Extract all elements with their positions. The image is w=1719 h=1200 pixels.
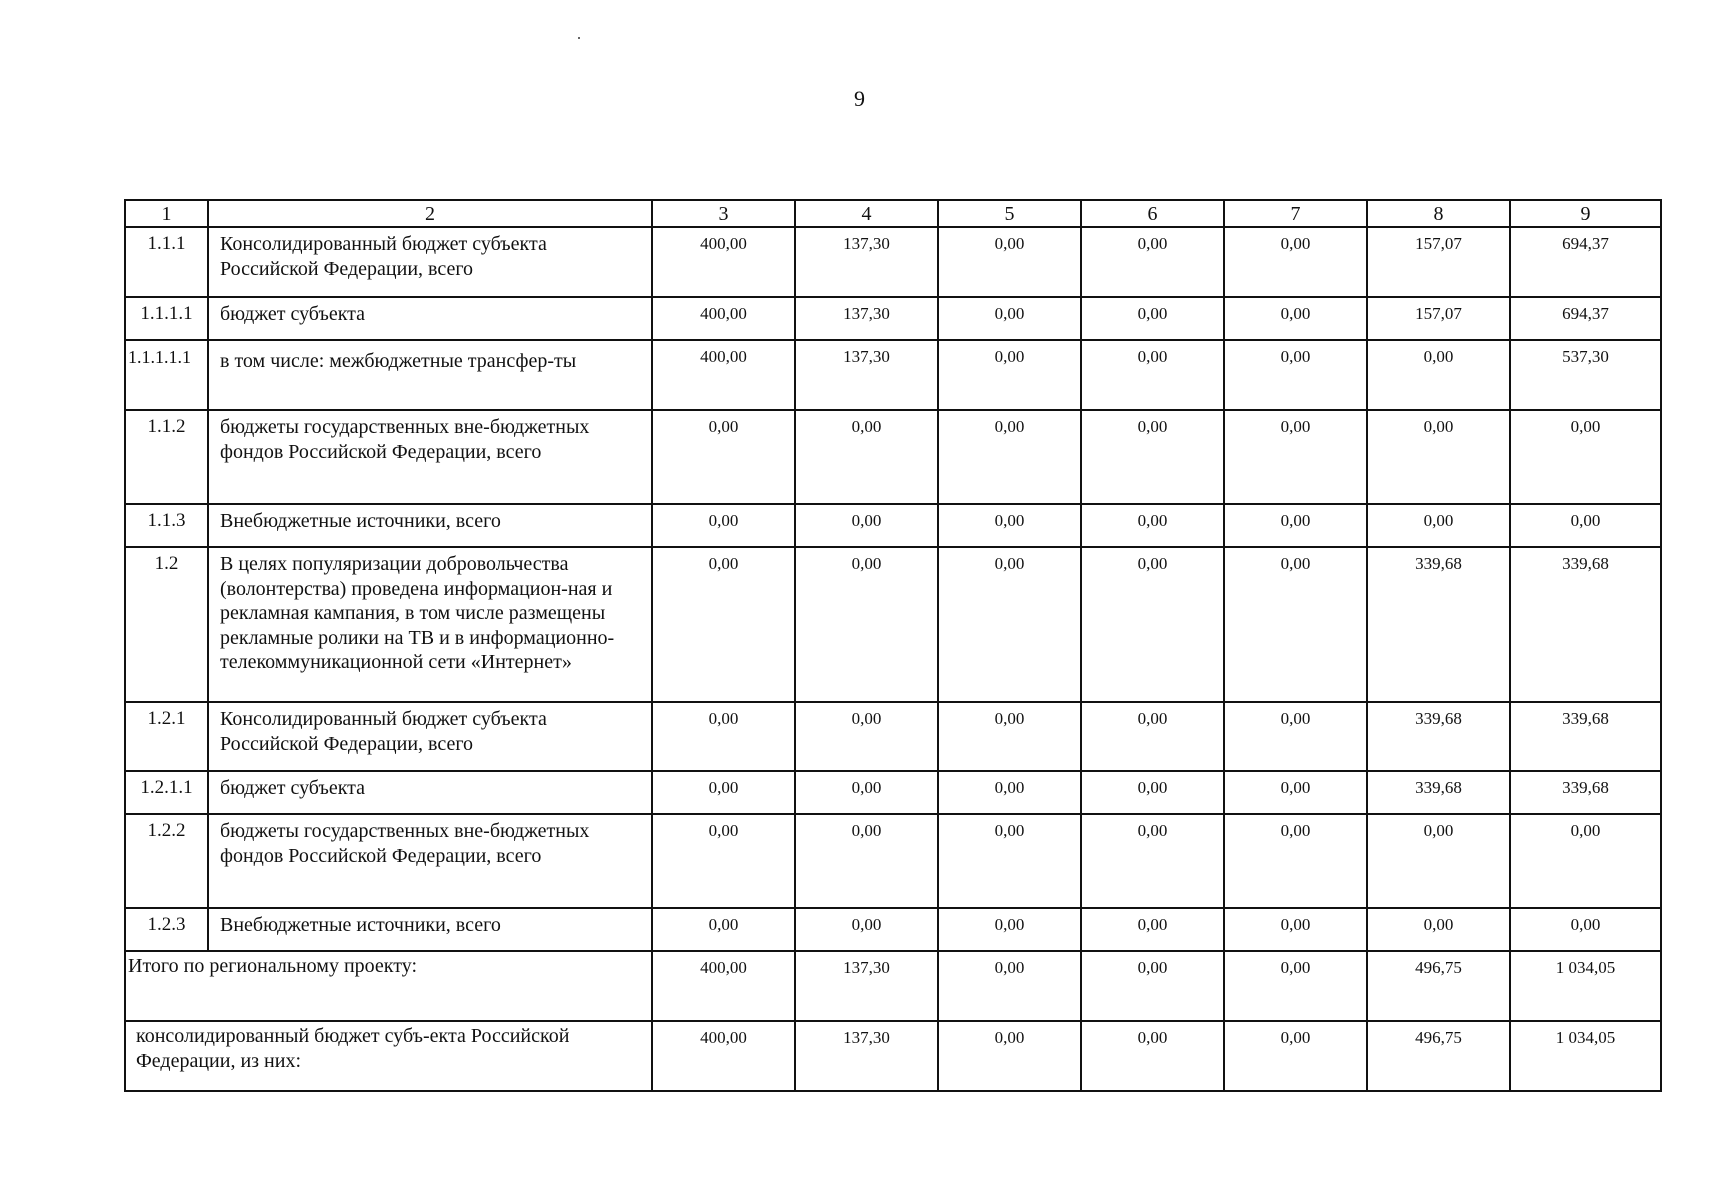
- value-cell: 0,00: [1081, 504, 1224, 547]
- value-cell: 400,00: [652, 297, 795, 340]
- value-cell: 0,00: [1224, 1021, 1367, 1091]
- value-cell: 0,00: [795, 410, 938, 504]
- table-row: [125, 547, 1661, 702]
- table-row: [125, 771, 1661, 814]
- value-cell: 694,37: [1510, 297, 1661, 340]
- value-cell: 0,00: [938, 547, 1081, 702]
- page-number: 9: [854, 86, 865, 111]
- value-cell: 0,00: [1224, 814, 1367, 908]
- row-number: 1.1.1: [125, 227, 208, 297]
- value-cell: 0,00: [795, 702, 938, 771]
- value-cell: 496,75: [1367, 1021, 1510, 1091]
- value-cell: 0,00: [1510, 908, 1661, 951]
- value-cell: 0,00: [938, 702, 1081, 771]
- value-cell: 0,00: [795, 771, 938, 814]
- value-cell: 1 034,05: [1510, 951, 1661, 1021]
- row-number: 1.1.1.1: [125, 297, 208, 340]
- value-cell: 0,00: [1081, 702, 1224, 771]
- column-number: 1: [125, 200, 208, 227]
- value-cell: 0,00: [1224, 951, 1367, 1021]
- total-label: Итого по региональному проекту:: [125, 951, 652, 1021]
- value-cell: 0,00: [938, 410, 1081, 504]
- table-row: [125, 908, 1661, 951]
- value-cell: 0,00: [1081, 340, 1224, 410]
- value-cell: 0,00: [652, 410, 795, 504]
- value-cell: 339,68: [1510, 547, 1661, 702]
- total-row: [125, 1021, 1661, 1091]
- value-cell: 0,00: [938, 340, 1081, 410]
- value-cell: 0,00: [1367, 410, 1510, 504]
- row-label: В целях популяризации добровольчества (волонтерства) проведена информацион-ная и рекламная кампания, в том числе размещены рекламные ролики на ТВ и в информационно-телекоммуникационной сети «Интернет»: [208, 547, 652, 702]
- value-cell: 400,00: [652, 227, 795, 297]
- value-cell: 137,30: [795, 340, 938, 410]
- value-cell: 0,00: [1081, 771, 1224, 814]
- row-label: бюджеты государственных вне-бюджетных фондов Российской Федерации, всего: [208, 814, 652, 908]
- row-label: Внебюджетные источники, всего: [208, 504, 652, 547]
- value-cell: 0,00: [1081, 547, 1224, 702]
- column-number: 7: [1224, 200, 1367, 227]
- table-row: [125, 814, 1661, 908]
- table-row: [125, 504, 1661, 547]
- row-label: Внебюджетные источники, всего: [208, 908, 652, 951]
- value-cell: 0,00: [1510, 504, 1661, 547]
- value-cell: 1 034,05: [1510, 1021, 1661, 1091]
- value-cell: 0,00: [938, 814, 1081, 908]
- value-cell: 339,68: [1367, 702, 1510, 771]
- value-cell: 0,00: [1224, 340, 1367, 410]
- row-label: Консолидированный бюджет субъекта Российской Федерации, всего: [208, 702, 652, 771]
- column-number: 2: [208, 200, 652, 227]
- column-number: 4: [795, 200, 938, 227]
- row-number: 1.2: [125, 547, 208, 702]
- value-cell: 0,00: [652, 814, 795, 908]
- row-number: 1.2.1: [125, 702, 208, 771]
- total-row: [125, 951, 1661, 1021]
- row-number: 1.2.2: [125, 814, 208, 908]
- value-cell: 0,00: [938, 908, 1081, 951]
- table-row: [125, 702, 1661, 771]
- column-number: 3: [652, 200, 795, 227]
- value-cell: 0,00: [652, 504, 795, 547]
- value-cell: 496,75: [1367, 951, 1510, 1021]
- value-cell: 137,30: [795, 227, 938, 297]
- value-cell: 0,00: [1224, 771, 1367, 814]
- row-number: 1.1.3: [125, 504, 208, 547]
- table-row: [125, 340, 1661, 410]
- scan-speck: [578, 37, 580, 39]
- value-cell: 0,00: [1081, 227, 1224, 297]
- budget-table: [124, 199, 1662, 1092]
- value-cell: 137,30: [795, 951, 938, 1021]
- value-cell: 0,00: [1224, 504, 1367, 547]
- row-label: бюджеты государственных вне-бюджетных фондов Российской Федерации, всего: [208, 410, 652, 504]
- row-label: бюджет субъекта: [208, 771, 652, 814]
- row-number: 1.2.3: [125, 908, 208, 951]
- value-cell: 339,68: [1510, 702, 1661, 771]
- total-label: консолидированный бюджет субъ-екта Российской Федерации, из них:: [125, 1021, 652, 1091]
- value-cell: 0,00: [938, 1021, 1081, 1091]
- column-number: 9: [1510, 200, 1661, 227]
- value-cell: 0,00: [652, 547, 795, 702]
- value-cell: 0,00: [1224, 547, 1367, 702]
- value-cell: 537,30: [1510, 340, 1661, 410]
- row-number: 1.2.1.1: [125, 771, 208, 814]
- value-cell: 694,37: [1510, 227, 1661, 297]
- value-cell: 0,00: [1510, 410, 1661, 504]
- value-cell: 0,00: [1224, 410, 1367, 504]
- value-cell: 0,00: [1510, 814, 1661, 908]
- value-cell: 0,00: [1367, 814, 1510, 908]
- value-cell: 0,00: [938, 504, 1081, 547]
- value-cell: 0,00: [652, 702, 795, 771]
- row-label: бюджет субъекта: [208, 297, 652, 340]
- value-cell: 0,00: [652, 908, 795, 951]
- value-cell: 0,00: [1081, 297, 1224, 340]
- value-cell: 0,00: [1081, 1021, 1224, 1091]
- value-cell: 339,68: [1367, 771, 1510, 814]
- column-number: 8: [1367, 200, 1510, 227]
- value-cell: 0,00: [1081, 814, 1224, 908]
- value-cell: 339,68: [1367, 547, 1510, 702]
- value-cell: 0,00: [1081, 410, 1224, 504]
- value-cell: 339,68: [1510, 771, 1661, 814]
- value-cell: 157,07: [1367, 297, 1510, 340]
- value-cell: 157,07: [1367, 227, 1510, 297]
- table-row: [125, 297, 1661, 340]
- value-cell: 400,00: [652, 951, 795, 1021]
- column-number: 6: [1081, 200, 1224, 227]
- value-cell: 0,00: [795, 814, 938, 908]
- row-number: 1.1.1.1.1: [125, 340, 208, 410]
- value-cell: 0,00: [1081, 951, 1224, 1021]
- row-label: Консолидированный бюджет субъекта Российской Федерации, всего: [208, 227, 652, 297]
- value-cell: 0,00: [938, 297, 1081, 340]
- value-cell: 0,00: [1224, 702, 1367, 771]
- column-number: 5: [938, 200, 1081, 227]
- value-cell: 0,00: [1224, 908, 1367, 951]
- table-row: [125, 410, 1661, 504]
- value-cell: 0,00: [795, 908, 938, 951]
- value-cell: 137,30: [795, 1021, 938, 1091]
- value-cell: 137,30: [795, 297, 938, 340]
- value-cell: 0,00: [1224, 297, 1367, 340]
- value-cell: 0,00: [1367, 340, 1510, 410]
- value-cell: 400,00: [652, 1021, 795, 1091]
- value-cell: 0,00: [1224, 227, 1367, 297]
- value-cell: 0,00: [938, 771, 1081, 814]
- value-cell: 0,00: [795, 547, 938, 702]
- table-row: [125, 227, 1661, 297]
- column-number-row: [125, 200, 1661, 227]
- value-cell: 0,00: [938, 951, 1081, 1021]
- value-cell: 0,00: [1367, 908, 1510, 951]
- value-cell: 0,00: [652, 771, 795, 814]
- value-cell: 400,00: [652, 340, 795, 410]
- value-cell: 0,00: [938, 227, 1081, 297]
- value-cell: 0,00: [1367, 504, 1510, 547]
- value-cell: 0,00: [1081, 908, 1224, 951]
- value-cell: 0,00: [795, 504, 938, 547]
- row-number: 1.1.2: [125, 410, 208, 504]
- row-label: в том числе: межбюджетные трансфер-ты: [208, 340, 652, 410]
